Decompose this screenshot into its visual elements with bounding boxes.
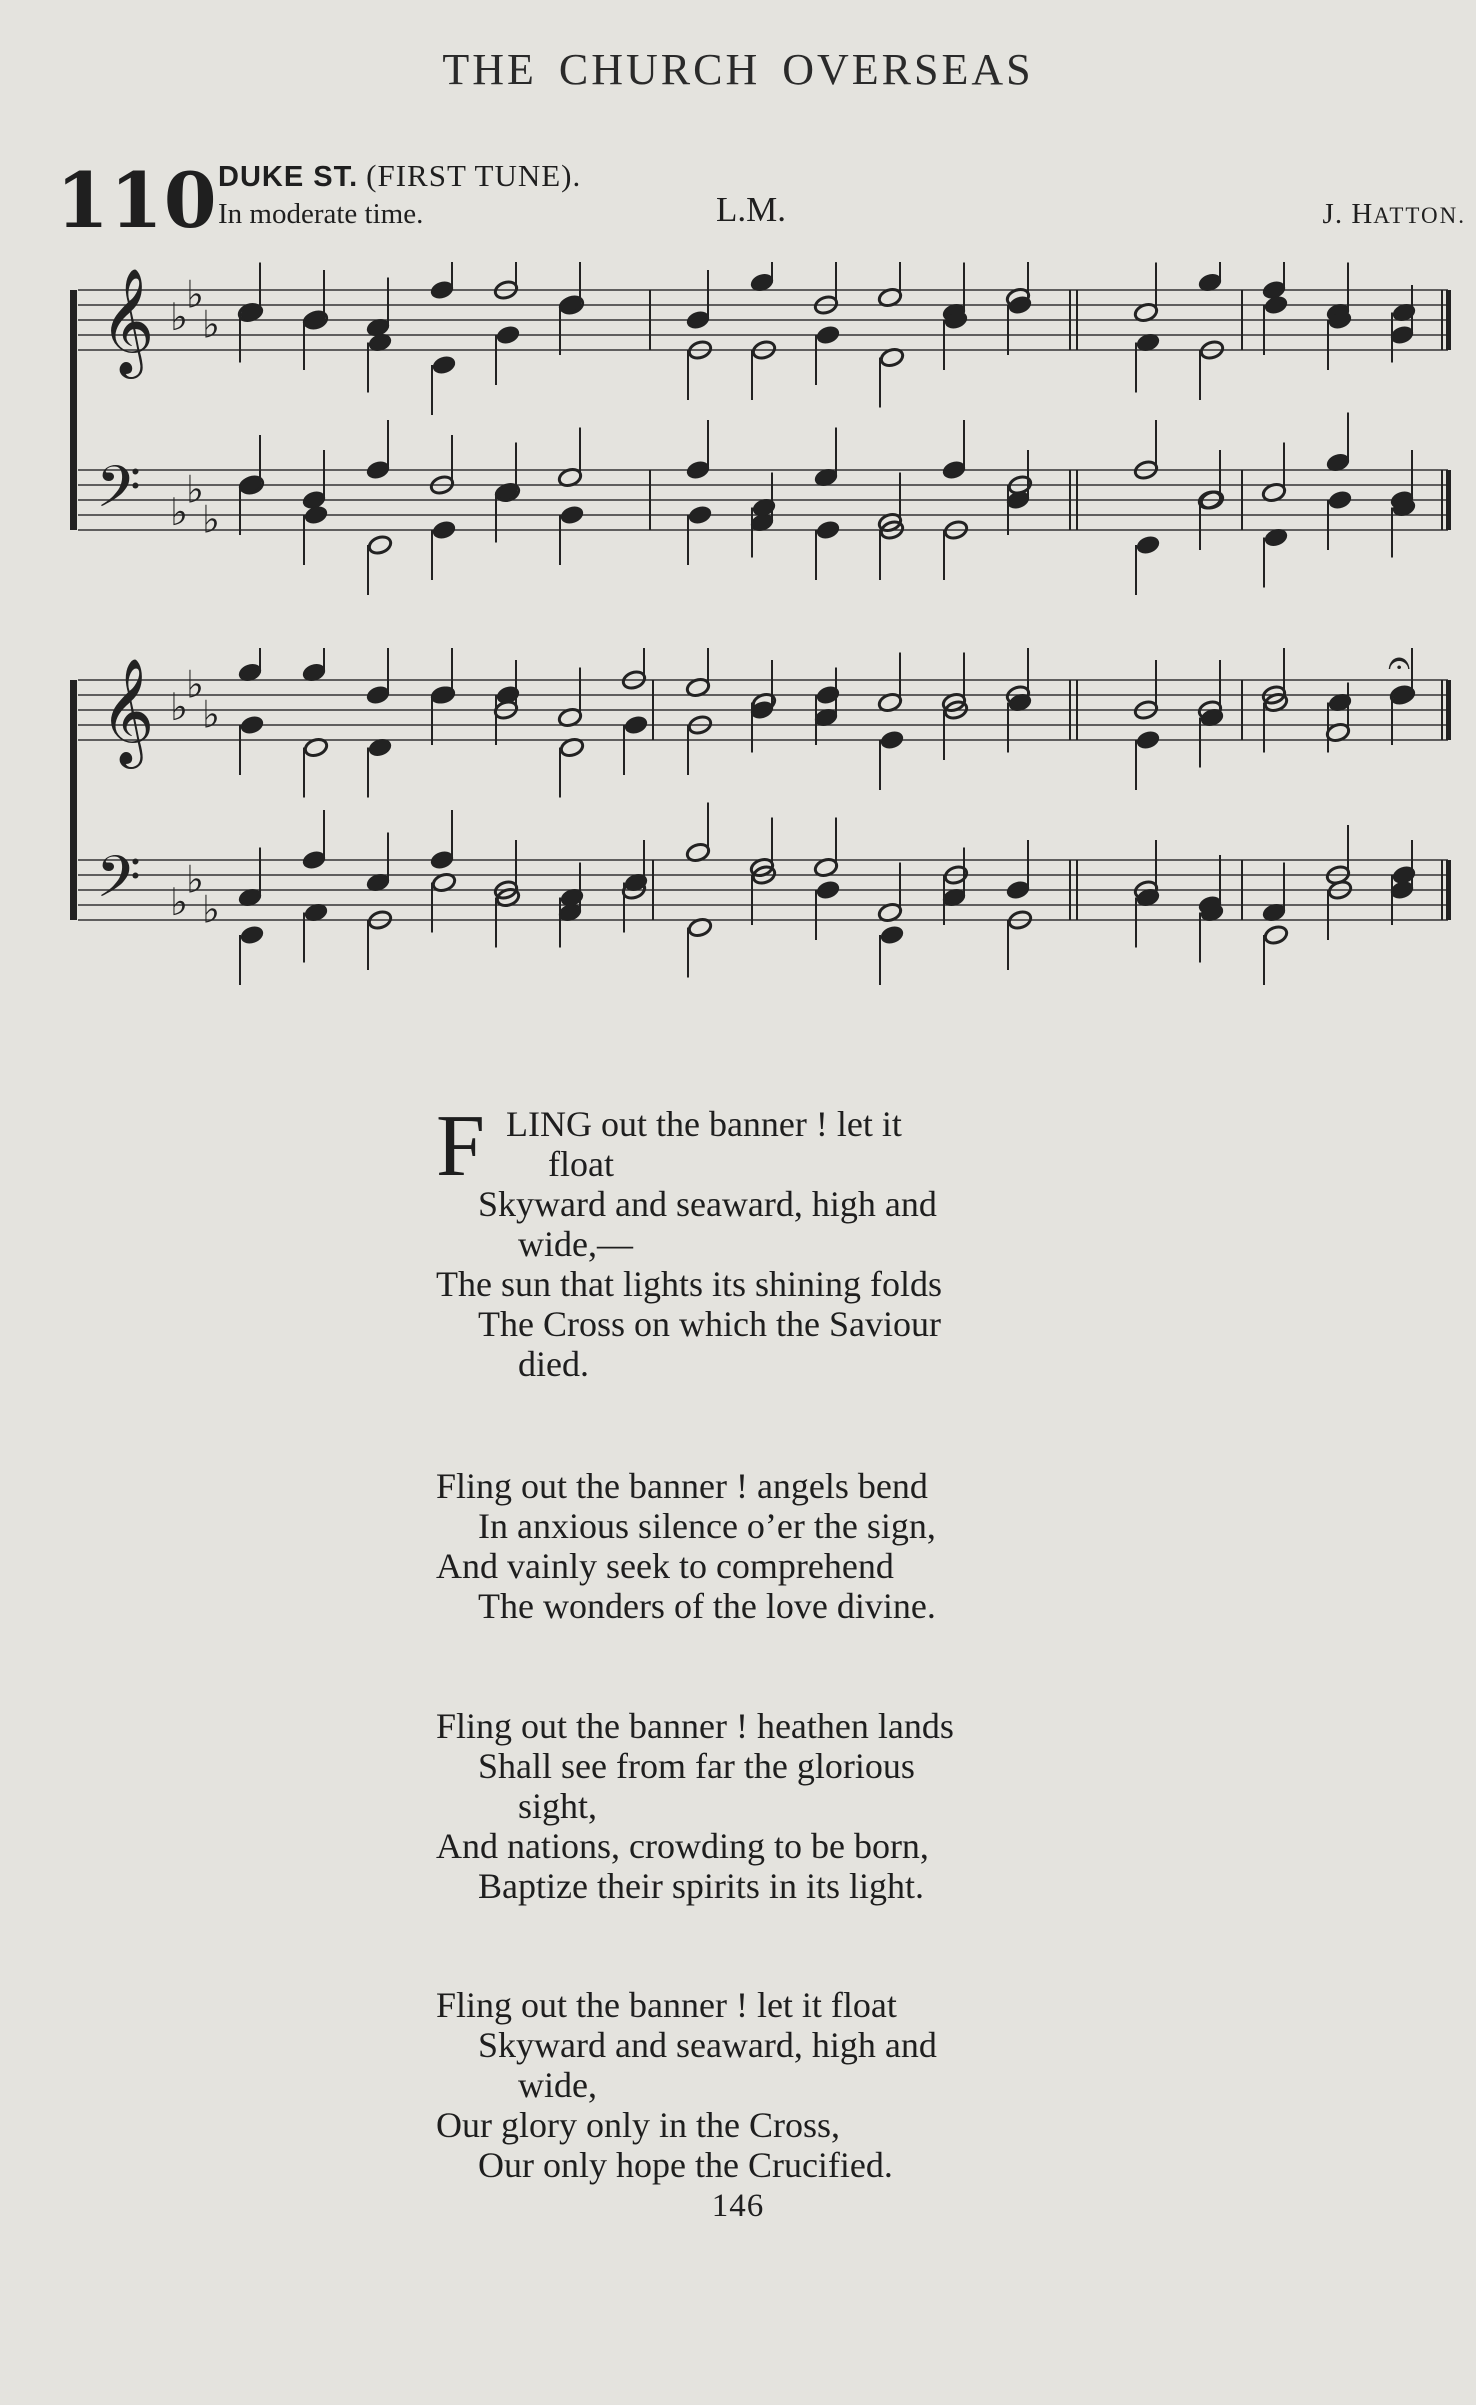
verse-line: Shall see from far the glorious	[478, 1746, 915, 1786]
music-system-2	[70, 648, 1460, 1028]
hymn-number: 110	[56, 156, 218, 245]
fermata-icon: 𝄐	[1388, 648, 1411, 686]
treble-note	[623, 714, 649, 736]
system-bracket	[70, 680, 77, 920]
music-system-1-svg	[70, 262, 1460, 622]
final-barline	[1446, 860, 1451, 920]
treble-note	[815, 684, 841, 706]
verse-line: LING out the banner ! let it	[506, 1104, 902, 1144]
treble-note	[495, 324, 521, 346]
verse-line: died.	[518, 1344, 589, 1384]
verse-line: Skyward and seaward, high and	[478, 1184, 937, 1224]
tempo-marking: In moderate time.	[218, 198, 424, 230]
composer-initial: J. H	[1322, 198, 1374, 230]
verse-line: Fling out the banner ! angels bend	[436, 1466, 928, 1506]
verse-line: The wonders of the love divine.	[478, 1586, 936, 1626]
verse-dropcap: F	[436, 1098, 485, 1195]
music-system-1	[70, 262, 1460, 622]
bass-note	[1327, 489, 1353, 511]
composer-rest: ATTON.	[1373, 203, 1466, 228]
bass-flat-icon: ♭	[186, 467, 204, 512]
bass-note	[239, 924, 265, 946]
treble-flat-icon: ♭	[202, 692, 220, 737]
treble-flat-icon: ♭	[170, 685, 188, 729]
verse-4	[436, 1985, 1096, 2185]
treble-flat-icon: ♭	[202, 302, 220, 347]
tune-name: DUKE ST.	[218, 161, 359, 193]
bass-flat-icon: ♭	[170, 880, 188, 924]
bass-note	[687, 504, 713, 526]
bass-flat-icon: ♭	[202, 497, 220, 542]
bass-note	[367, 534, 393, 556]
bass-note	[1135, 534, 1161, 556]
bass-note	[431, 519, 457, 541]
bass-note	[1263, 924, 1289, 946]
treble-note	[815, 324, 841, 346]
bass-note	[815, 879, 841, 901]
treble-note	[431, 354, 457, 376]
verse-line: Skyward and seaward, high and	[478, 2025, 937, 2065]
final-barline	[1446, 290, 1451, 350]
bass-clef-icon: 𝄢	[96, 843, 142, 925]
treble-note	[239, 714, 265, 736]
verse-3	[436, 1706, 1096, 1906]
bass-flat-icon: ♭	[202, 887, 220, 932]
bass-note	[1391, 864, 1417, 886]
verse-line: wide,—	[518, 1224, 633, 1264]
final-barline	[1446, 470, 1451, 530]
bass-clef-icon: 𝄢	[96, 453, 142, 535]
verse-line: The sun that lights its shining folds	[436, 1264, 943, 1304]
music-system-2-svg	[70, 648, 1460, 1028]
bass-flat-icon: ♭	[170, 490, 188, 534]
verse-line: And vainly seek to comprehend	[436, 1546, 894, 1586]
verse-1	[436, 1098, 1096, 1384]
verse-line: Baptize their spirits in its light.	[478, 1866, 924, 1906]
treble-note	[1135, 729, 1161, 751]
treble-note	[495, 684, 521, 706]
verse-line: float	[548, 1144, 614, 1184]
verse-2	[436, 1466, 1096, 1626]
verse-line: sight,	[518, 1786, 598, 1826]
final-barline	[1446, 680, 1451, 740]
tune-heading	[218, 158, 581, 194]
system-bracket	[70, 290, 77, 530]
meter: L.M.	[716, 190, 786, 229]
treble-clef-icon: 𝄞	[100, 267, 155, 374]
treble-flat-icon: ♭	[186, 662, 204, 707]
treble-clef-icon: 𝄞	[100, 657, 155, 764]
bass-note	[815, 519, 841, 541]
bass-note	[879, 924, 905, 946]
treble-flat-icon: ♭	[186, 272, 204, 317]
page-number: 146	[711, 2188, 765, 2224]
verse-line: wide,	[518, 2065, 597, 2105]
verse-line: In anxious silence o’er the sign,	[478, 1506, 936, 1546]
verse-line: Our glory only in the Cross,	[436, 2105, 840, 2145]
page-header: THE CHURCH OVERSEAS	[442, 45, 1034, 94]
verse-line: Fling out the banner ! let it float	[436, 1985, 897, 2025]
bass-flat-icon: ♭	[186, 857, 204, 902]
composer	[1323, 198, 1466, 231]
bass-note	[559, 504, 585, 526]
verse-line: Fling out the banner ! heathen lands	[436, 1706, 954, 1746]
verse-line: And nations, crowding to be born,	[436, 1826, 929, 1866]
treble-note	[879, 729, 905, 751]
tune-note: (FIRST TUNE).	[366, 158, 582, 193]
verse-line: Our only hope the Crucified.	[478, 2145, 893, 2185]
verse-line: The Cross on which the Saviour	[478, 1304, 941, 1344]
treble-flat-icon: ♭	[170, 295, 188, 339]
